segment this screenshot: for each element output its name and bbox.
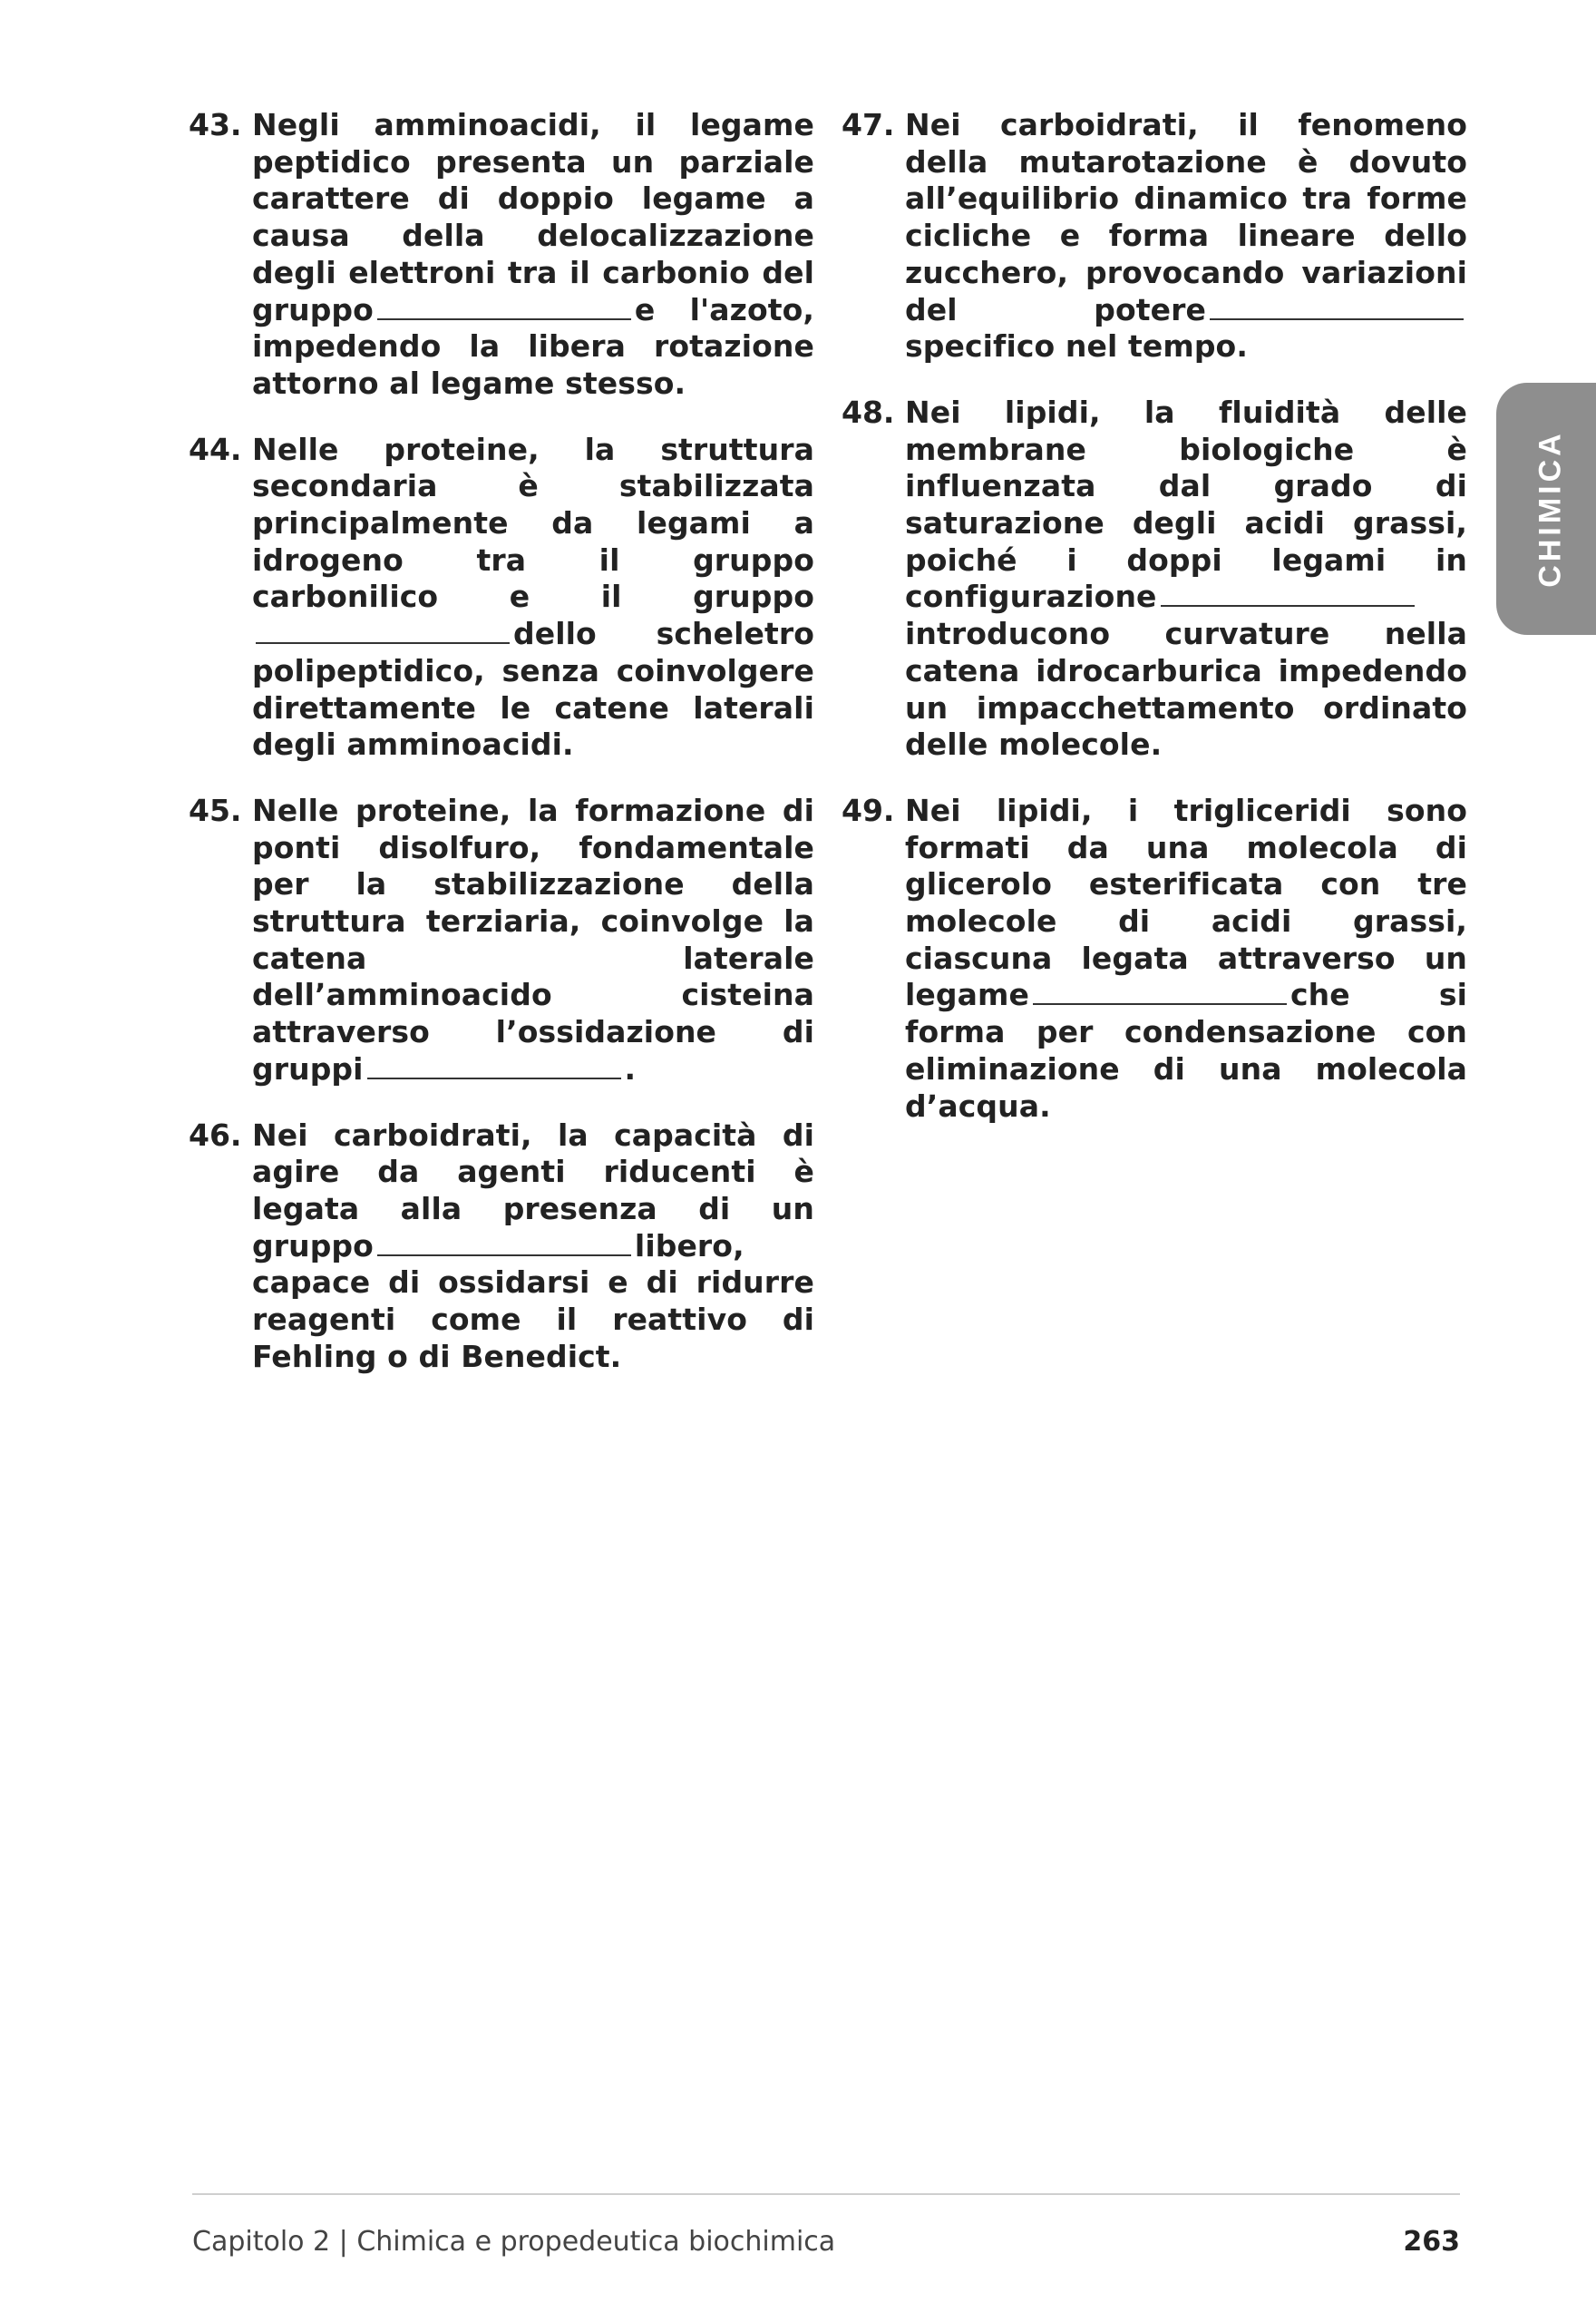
question-43: [189, 107, 814, 403]
answer-blank[interactable]: [1033, 981, 1287, 1005]
question-text: Nelle proteine, la struttura secondaria è stabilizzata principalmente da legami a idrogeno tra il gruppo carbonilico e il gruppodello scheletro polipeptidico, senza coinvolgere direttamente le catene laterali degli amminoacidi.: [252, 431, 814, 763]
question-number: 45.: [189, 792, 242, 828]
question-47: [842, 107, 1467, 366]
question-number: 47.: [842, 107, 895, 142]
footer-divider: [192, 2193, 1460, 2195]
right-column: [842, 107, 1467, 1154]
question-number: 43.: [189, 107, 242, 142]
question-text: Nei carboidrati, il fenomeno della mutarotazione è dovuto all’equilibrio dinamico tra forme cicliche e forma lineare dello zucchero, provocando variazioni del poterespecifico nel tempo.: [905, 107, 1467, 365]
question-text: Nei lipidi, i trigliceridi sono formati da una molecola di glicerolo esterificata con tre molecole di acidi grassi, ciascuna legata attraverso un legame che si forma per condensazione con eliminazione di una molecola d’acqua.: [905, 792, 1467, 1124]
answer-blank[interactable]: [256, 620, 510, 644]
answer-blank[interactable]: [377, 1233, 631, 1256]
chapter-side-tab: [1496, 383, 1596, 635]
question-number: 48.: [842, 394, 895, 430]
answer-blank[interactable]: [377, 297, 631, 320]
question-text: Nelle proteine, la formazione di ponti disolfuro, fondamentale per la stabilizzazione della struttura terziaria, coinvolge la catena laterale dell’amminoacido cisteina attraverso l’ossidazione di gruppi .: [252, 792, 814, 1087]
answer-blank[interactable]: [367, 1056, 621, 1079]
question-number: 49.: [842, 792, 895, 828]
question-49: [842, 793, 1467, 1125]
question-48: [842, 395, 1467, 764]
left-column: [189, 107, 814, 1405]
question-46: [189, 1117, 814, 1376]
page-number: 263: [1403, 2226, 1460, 2258]
answer-blank[interactable]: [1210, 297, 1464, 320]
side-tab-label: CHIMICA: [1533, 430, 1568, 588]
footer-chapter-title: Capitolo 2 | Chimica e propedeutica biochimica: [192, 2226, 836, 2258]
answer-blank[interactable]: [1161, 583, 1415, 607]
question-44: [189, 432, 814, 764]
question-text: Negli amminoacidi, il legame peptidico presenta un parziale carattere di doppio legame a causa della delocalizzazione degli elettroni tra il carbonio del gruppo e l'azoto, impedendo la libera rotazione attorno al legame stesso.: [252, 107, 814, 401]
question-number: 46.: [189, 1117, 242, 1153]
question-text: Nei carboidrati, la capacità di agire da agenti riducenti è legata alla presenza di un gruppo libero, capace di ossidarsi e di ridurre reagenti come il reattivo di Fehling o di Benedict.: [252, 1117, 814, 1374]
question-text: Nei lipidi, la fluidità delle membrane biologiche è influenzata dal grado di saturazione degli acidi grassi, poiché i doppi legami in configurazioneintroducono curvature nella catena idrocarburica impedendo un impacchettamento ordinato delle molecole.: [905, 394, 1467, 763]
question-45: [189, 793, 814, 1088]
question-number: 44.: [189, 431, 242, 467]
